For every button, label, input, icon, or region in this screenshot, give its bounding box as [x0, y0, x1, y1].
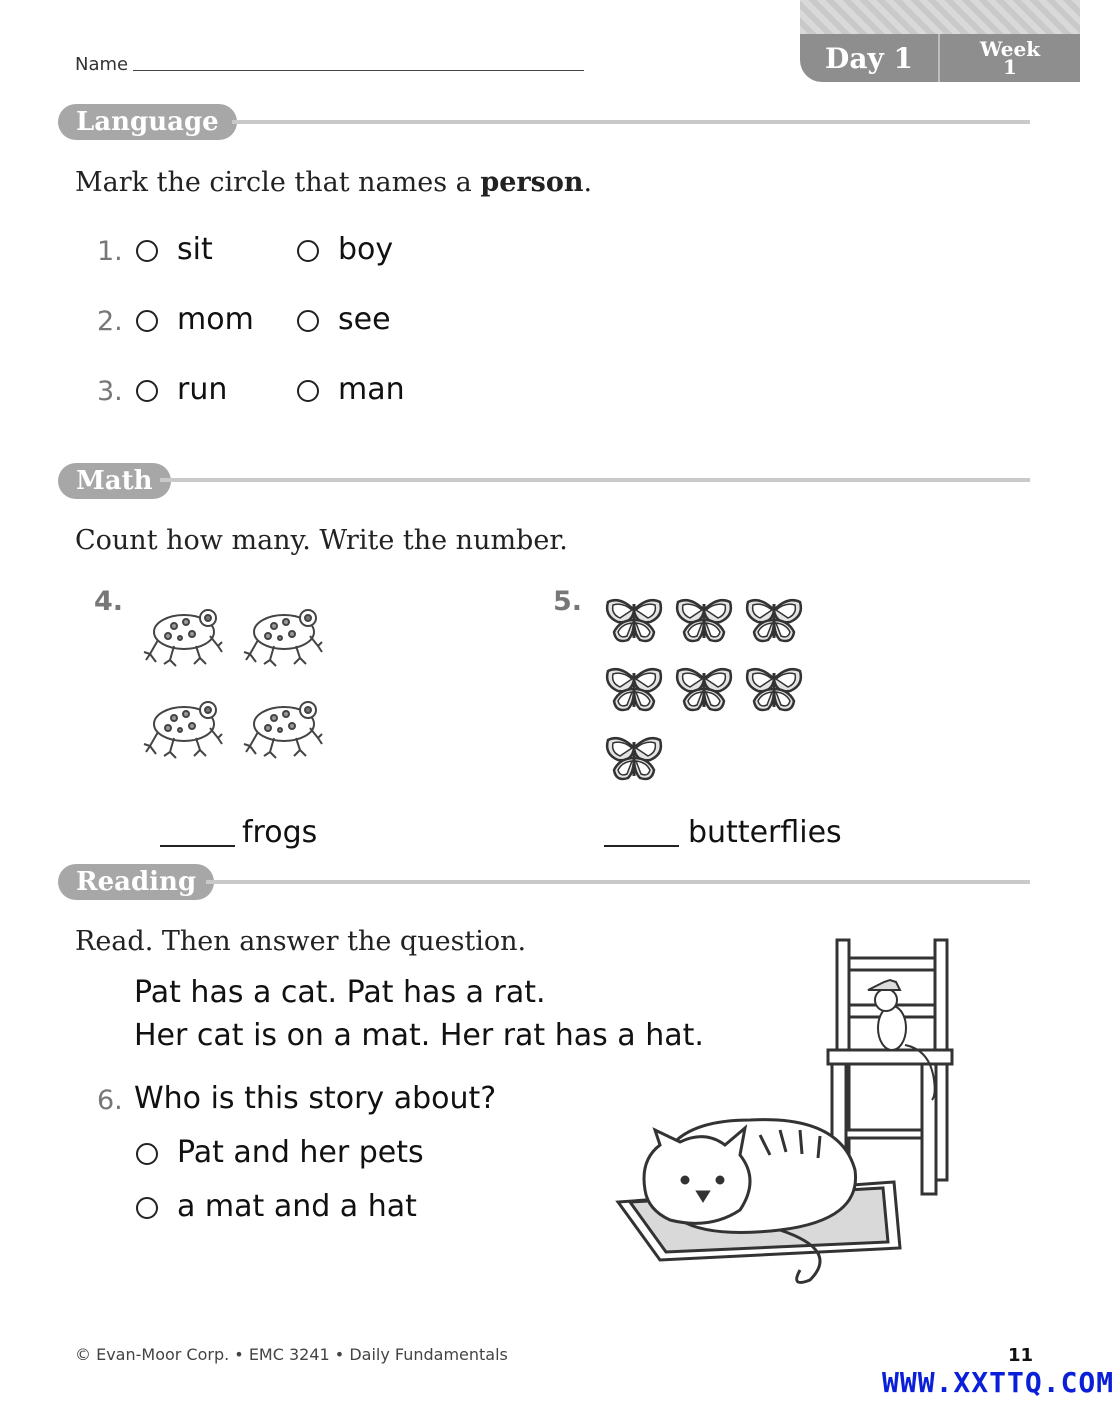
- week-label-block: [940, 34, 1080, 82]
- instruction-end: .: [583, 167, 593, 198]
- answer-bubble[interactable]: [136, 310, 158, 332]
- answer-bubble[interactable]: [136, 1143, 158, 1165]
- chair-rail: [849, 958, 935, 970]
- answer-bubble[interactable]: [297, 240, 319, 262]
- question-number: 5.: [553, 586, 583, 617]
- story-line: Her cat is on a mat. Her rat has a hat.: [134, 1018, 704, 1053]
- answer-option: sit: [177, 232, 213, 267]
- answer-blank-frogs[interactable]: [160, 845, 235, 847]
- butterfly-icon: [604, 734, 664, 790]
- tab-pattern: [800, 0, 1080, 34]
- butterfly-icon: [674, 665, 734, 721]
- question-number: 4.: [94, 586, 124, 617]
- week-label: Week: [979, 37, 1041, 61]
- answer-option: man: [338, 372, 405, 407]
- day-week-tab: [800, 0, 1080, 82]
- answer-option: run: [177, 372, 228, 407]
- answer-blank-butterflies[interactable]: [604, 845, 679, 847]
- name-input-line[interactable]: [133, 70, 584, 71]
- butterfly-icon: [604, 665, 664, 721]
- math-instruction: Count how many. Write the number.: [75, 525, 568, 556]
- reading-instruction: Read. Then answer the question.: [75, 926, 527, 957]
- cat-rat-illustration: [600, 930, 970, 1300]
- question-number: 3.: [97, 376, 123, 407]
- answer-option: see: [338, 302, 391, 337]
- answer-option: a mat and a hat: [177, 1189, 417, 1224]
- question-number: 6.: [97, 1085, 123, 1116]
- butterfly-icon: [744, 665, 804, 721]
- section-math: Math: [58, 463, 171, 499]
- frog-icon: [244, 694, 324, 764]
- instruction-text: Mark the circle that names a: [75, 167, 481, 198]
- butterfly-icon: [674, 596, 734, 652]
- frog-icon: [144, 694, 224, 764]
- section-language: Language: [58, 104, 237, 140]
- name-label: Name: [75, 54, 129, 75]
- frogs-label: frogs: [242, 815, 318, 850]
- question-number: 2.: [97, 306, 123, 337]
- frog-group: [140, 598, 340, 768]
- copyright-footer: © Evan-Moor Corp. • EMC 3241 • Daily Fundamentals: [75, 1345, 508, 1364]
- question-text: Who is this story about?: [134, 1081, 497, 1116]
- butterflies-label: butterflies: [688, 815, 842, 850]
- section-divider: [206, 880, 1030, 884]
- answer-bubble[interactable]: [136, 240, 158, 262]
- day-label: Day 1: [825, 41, 913, 75]
- answer-option: Pat and her pets: [177, 1135, 424, 1170]
- page-number: 11: [1008, 1345, 1034, 1366]
- section-divider: [232, 120, 1030, 124]
- question-number: 1.: [97, 236, 123, 267]
- frog-icon: [144, 602, 224, 672]
- butterfly-icon: [744, 596, 804, 652]
- answer-option: boy: [338, 232, 394, 267]
- answer-bubble[interactable]: [297, 310, 319, 332]
- chair-rung: [846, 1130, 922, 1138]
- watermark: WWW.XXTTQ.COM: [882, 1366, 1114, 1399]
- chair-seat: [828, 1050, 952, 1064]
- butterfly-group: [602, 596, 812, 786]
- section-reading: Reading: [58, 864, 214, 900]
- butterfly-icon: [604, 596, 664, 652]
- answer-bubble[interactable]: [297, 380, 319, 402]
- section-divider: [160, 478, 1030, 482]
- frog-icon: [244, 602, 324, 672]
- answer-bubble[interactable]: [136, 380, 158, 402]
- week-number: 1: [1003, 55, 1017, 79]
- instruction-emphasis: person: [480, 167, 584, 198]
- answer-bubble[interactable]: [136, 1197, 158, 1219]
- language-instruction: [75, 167, 592, 198]
- story-line: Pat has a cat. Pat has a rat.: [134, 975, 546, 1010]
- answer-option: mom: [177, 302, 254, 337]
